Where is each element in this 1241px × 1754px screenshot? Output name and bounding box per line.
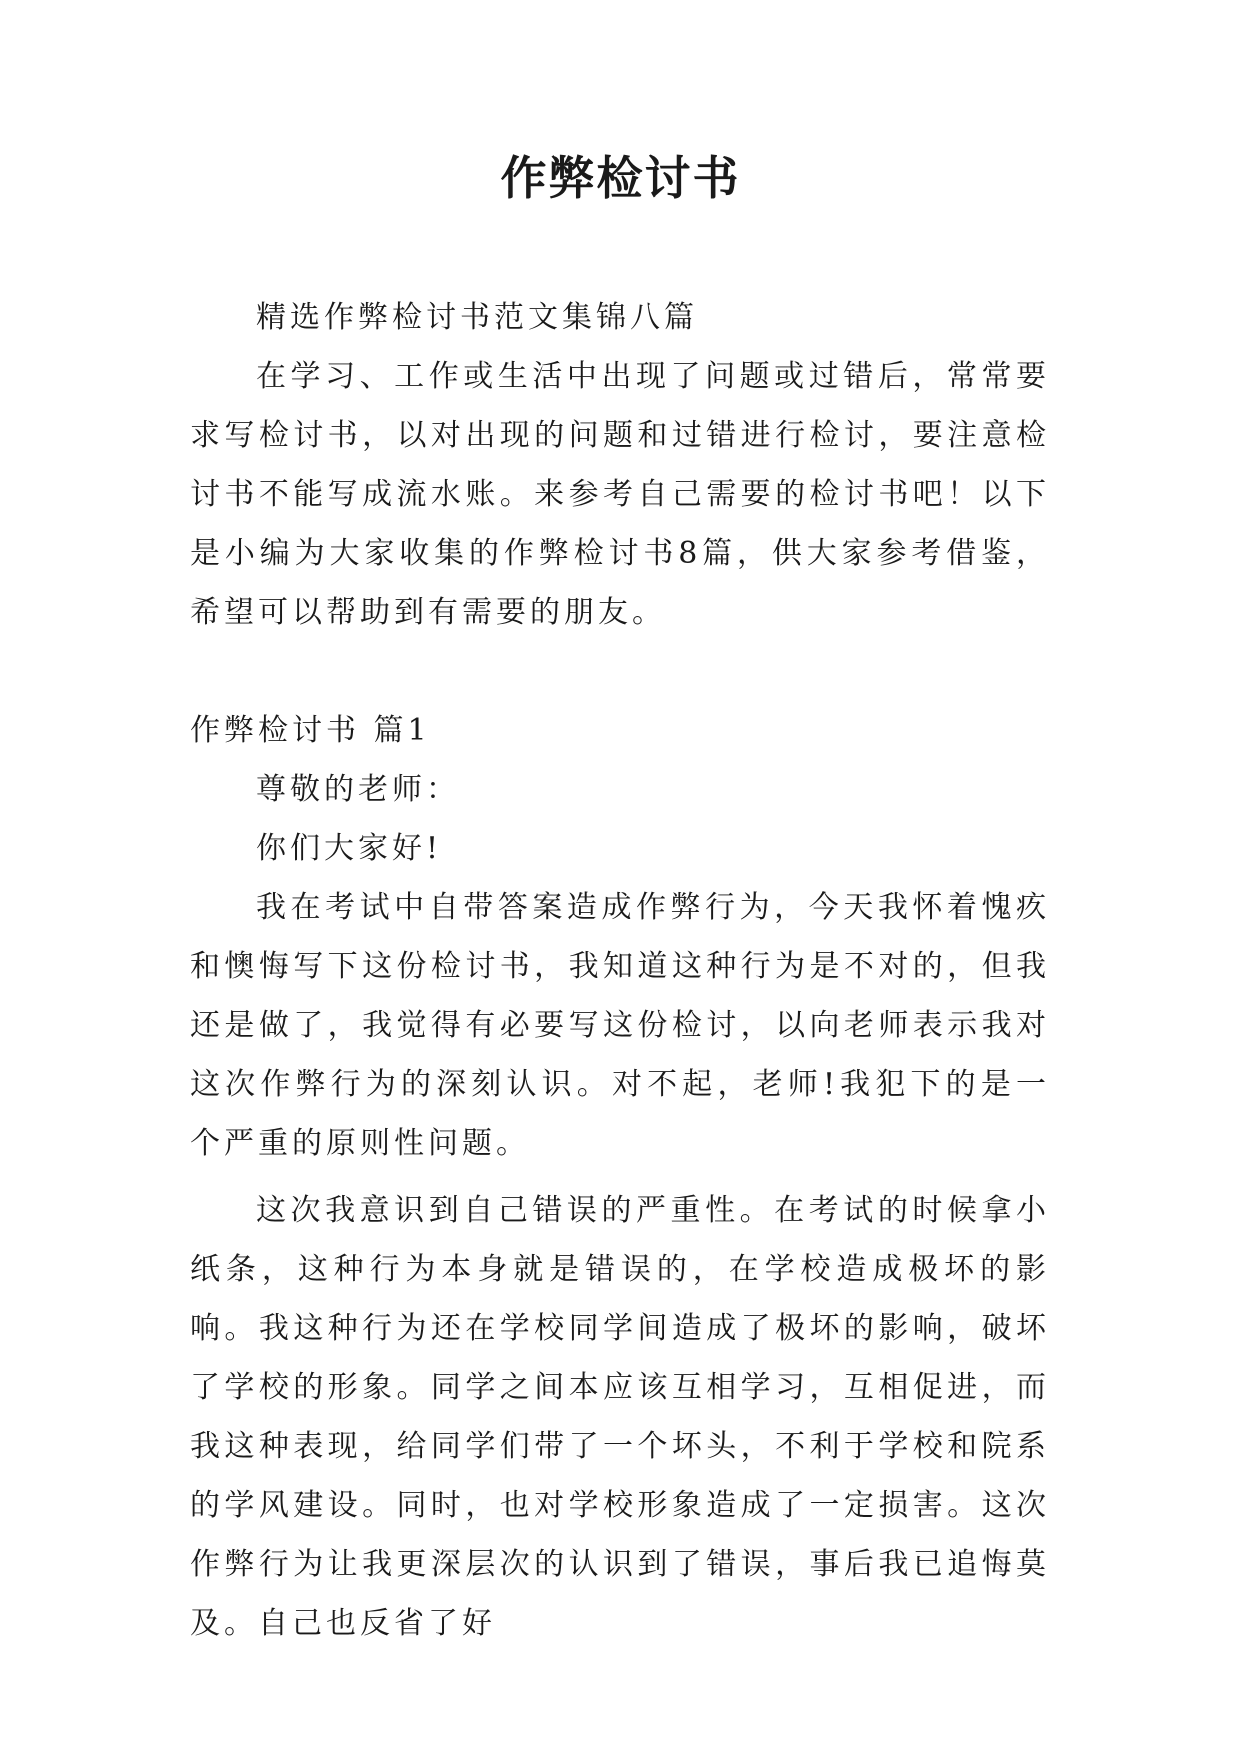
subtitle: 精选作弊检讨书范文集锦八篇: [256, 300, 698, 335]
intro-paragraph: 在学习、工作或生活中出现了问题或过错后，常常要求写检讨书，以对出现的问题和过错进行检讨，要注意检讨书不能写成流水账。来参考自己需要的检讨书吧！以下是小编为大家收集的作弊检讨书8篇，供大家参考借鉴，希望可以帮助到有需要的朋友。: [190, 359, 1050, 630]
section-heading: 作弊检讨书 篇1: [190, 713, 431, 748]
greeting: 你们大家好!: [256, 831, 443, 866]
body-paragraph-1: 我在考试中自带答案造成作弊行为，今天我怀着愧疚和懊悔写下这份检讨书，我知道这种行为是不对的，但我还是做了，我觉得有必要写这份检讨，以向老师表示我对这次作弊行为的深刻认识。对不起，老师!我犯下的是一个严重的原则性问题。: [190, 890, 1050, 1161]
document-title: 作弊检讨书: [500, 151, 741, 205]
salutation: 尊敬的老师：: [256, 772, 460, 807]
body-paragraph-2: 这次我意识到自己错误的严重性。在考试的时候拿小纸条，这种行为本身就是错误的，在学校造成极坏的影响。我这种行为还在学校同学间造成了极坏的影响，破坏了学校的形象。同学之间本应该互相学习，互相促进，而我这种表现，给同学们带了一个坏头，不利于学校和院系的学风建设。同时，也对学校形象造成了一定损害。这次作弊行为让我更深层次的认识到了错误，事后我已追悔莫及。自己也反省了好: [190, 1193, 1050, 1641]
document-body: [190, 288, 1050, 1653]
